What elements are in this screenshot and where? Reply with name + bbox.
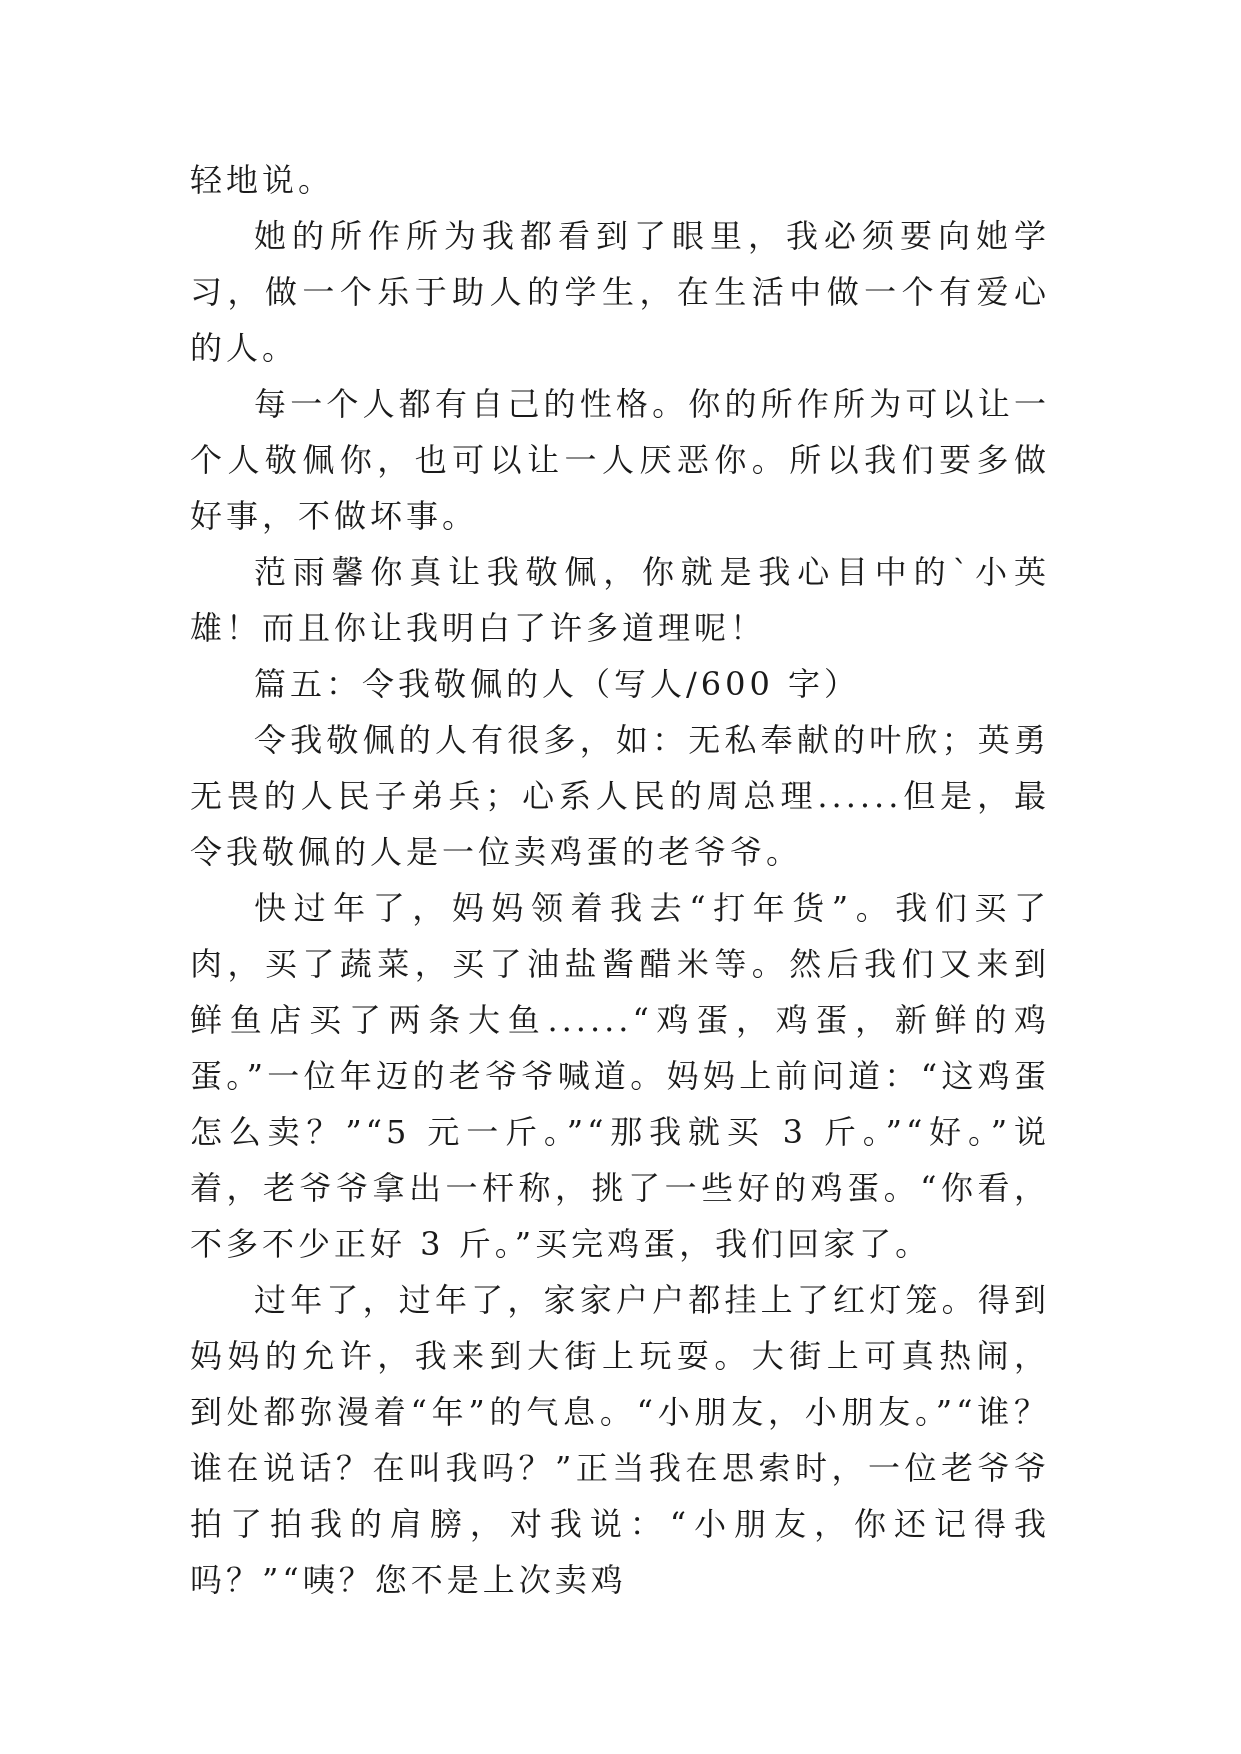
paragraph: 她的所作所为我都看到了眼里，我必须要向她学习，做一个乐于助人的学生，在生活中做一个有爱心的人。 [190, 217, 1050, 367]
paragraph: 过年了，过年了，家家户户都挂上了红灯笼。得到妈妈的允许，我来到大街上玩耍。大街上可真热闹，到处都弥漫着“年”的气息。“小朋友，小朋友。”“谁？谁在说话？在叫我吗？”正当我在思索时，一位老爷爷拍了拍我的肩膀，对我说：“小朋友，你还记得我吗？”“咦？您不是上次卖鸡 [190, 1281, 1050, 1599]
paragraph: 范雨馨你真让我敬佩，你就是我心目中的`小英雄！而且你让我明白了许多道理呢！ [190, 553, 1050, 647]
paragraph-continuation: 轻地说。 [190, 161, 335, 199]
paragraph: 快过年了，妈妈领着我去“打年货”。我们买了肉，买了蔬菜，买了油盐酱醋米等。然后我们又来到鲜鱼店买了两条大鱼......“鸡蛋，鸡蛋，新鲜的鸡蛋。”一位年迈的老爷爷喊道。妈妈上前问道：“这鸡蛋怎么卖？”“5 元一斤。”“那我就买 3 斤。”“好。”说着，老爷爷拿出一杆称，挑了一些好的鸡蛋。“你看，不多不少正好 3 斤。”买完鸡蛋，我们回家了。 [190, 889, 1050, 1263]
paragraph: 每一个人都有自己的性格。你的所作所为可以让一个人敬佩你，也可以让一人厌恶你。所以我们要多做好事，不做坏事。 [190, 385, 1050, 535]
section-heading: 篇五：令我敬佩的人（写人/600 字） [254, 665, 861, 703]
paragraph: 令我敬佩的人有很多，如：无私奉献的叶欣；英勇无畏的人民子弟兵；心系人民的周总理......但是，最令我敬佩的人是一位卖鸡蛋的老爷爷。 [190, 721, 1050, 871]
document-body [190, 152, 1050, 1608]
